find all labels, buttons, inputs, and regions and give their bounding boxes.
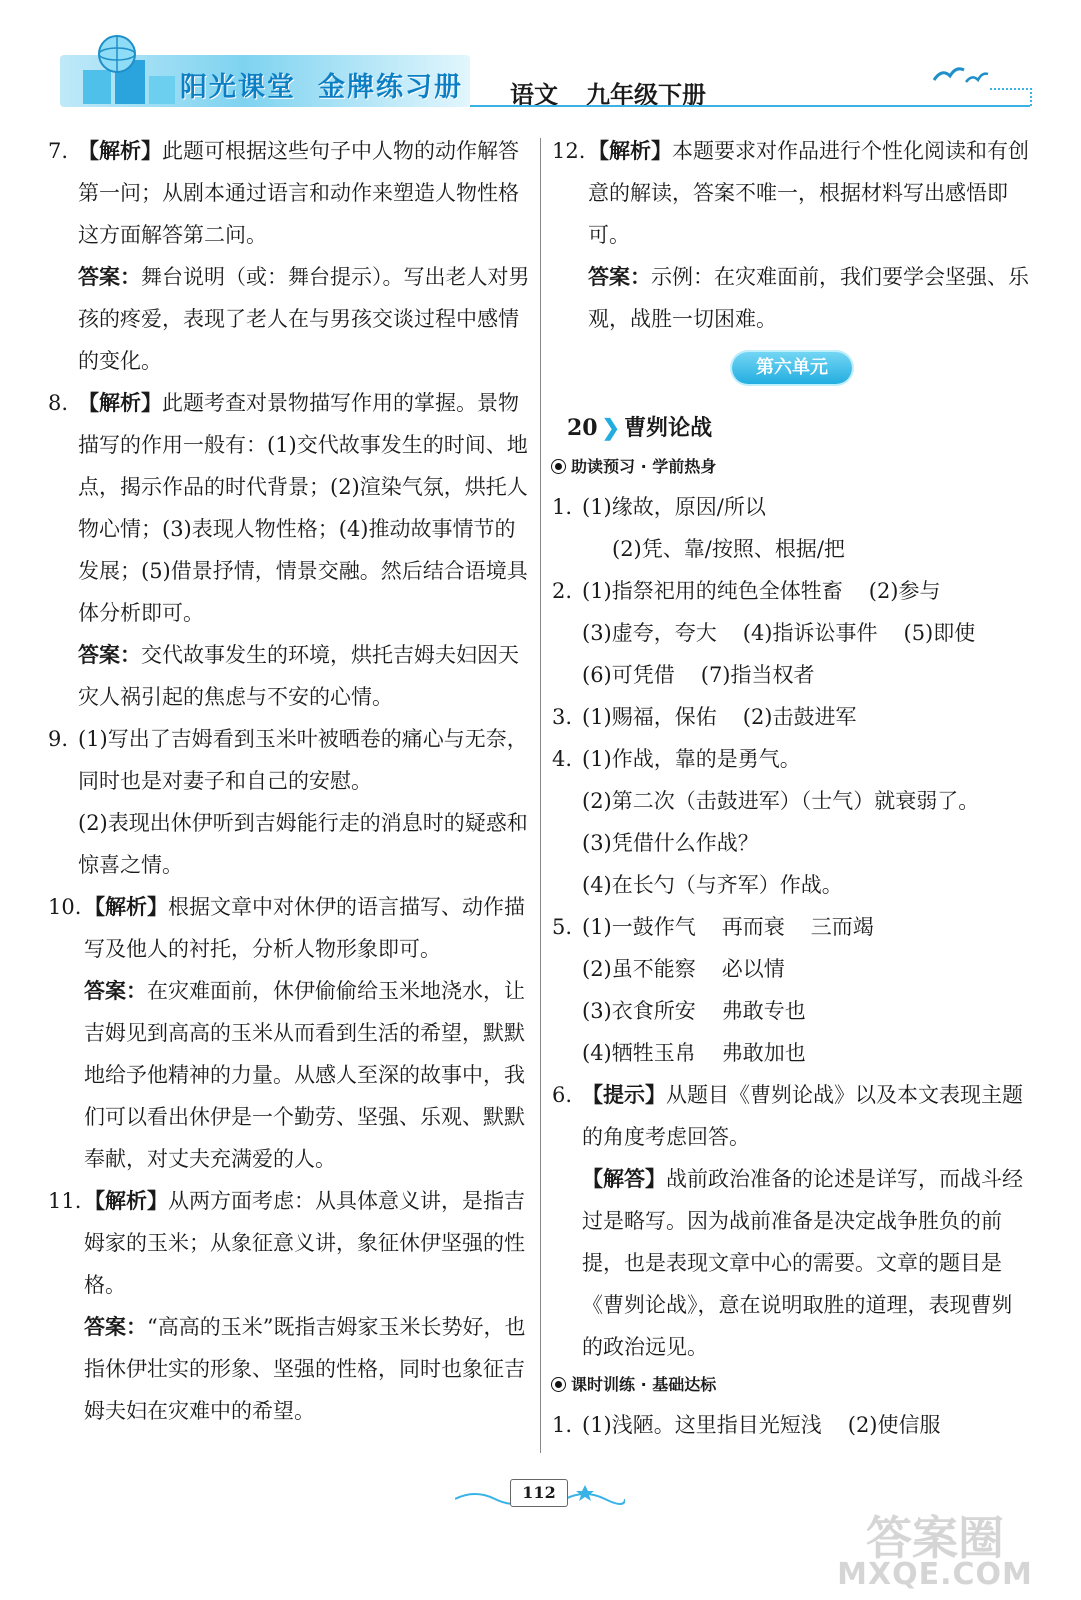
answer-2 bbox=[552, 570, 1032, 696]
answer-5 bbox=[552, 906, 1032, 1074]
watermark bbox=[820, 1502, 1050, 1594]
section-label: 助读预习 · 学前热身 bbox=[571, 457, 717, 476]
answer-segment: (1)一鼓作气 bbox=[582, 915, 696, 939]
bullet-icon bbox=[552, 1378, 565, 1391]
page-footer bbox=[455, 1473, 625, 1513]
section-practice-heading bbox=[552, 1370, 1032, 1400]
answer-segment: 弗敢专也 bbox=[721, 999, 806, 1023]
question-number: 2. bbox=[552, 579, 573, 603]
answer-segment: (1)赐福，保佑 bbox=[582, 705, 717, 729]
subject: 语文 bbox=[510, 80, 558, 109]
watermark-logo: 答案圈 bbox=[866, 1511, 1004, 1565]
answer-label: 答案： bbox=[588, 265, 651, 289]
answer-segment: 再而衰 bbox=[721, 915, 785, 939]
question-number: 6. bbox=[552, 1083, 573, 1107]
question-number: 1. bbox=[552, 495, 573, 519]
section-preview-heading bbox=[552, 452, 1032, 482]
header-rule bbox=[470, 105, 1030, 107]
answer-segment: (7)指当权者 bbox=[700, 663, 815, 687]
question-8 bbox=[48, 382, 534, 718]
answer-label: 答案： bbox=[78, 643, 141, 667]
column-divider bbox=[540, 138, 541, 1453]
question-number: 7. bbox=[48, 139, 69, 163]
answer-segment: (2)击鼓进军 bbox=[742, 705, 857, 729]
answer-segment: (6)可凭借 bbox=[582, 663, 675, 687]
unit-badge: 第六单元 bbox=[732, 352, 852, 384]
grade: 九年级下册 bbox=[586, 80, 706, 109]
tip-text: 从题目《曹刿论战》以及本文表现主题的角度考虑回答。 bbox=[582, 1083, 1023, 1149]
page-number: 112 bbox=[510, 1479, 568, 1507]
brand-right: 金牌练习册 bbox=[318, 72, 463, 103]
header-dotted-corner bbox=[990, 88, 1032, 106]
answer-part-2: (2)表现出休伊听到吉姆能行走的消息时的疑惑和惊喜之情。 bbox=[78, 811, 528, 877]
brand-left: 阳光课堂 bbox=[180, 72, 296, 103]
answer-segment: (4)牺牲玉帛 bbox=[582, 1041, 696, 1065]
page-header bbox=[0, 0, 1081, 125]
analysis-text: 此题可根据这些句子中人物的动作解答第一问；从剧本通过语言和动作来塑造人物性格这方面解答第二问。 bbox=[78, 139, 519, 247]
birds-icon bbox=[930, 60, 990, 90]
question-number: 1. bbox=[552, 1413, 573, 1437]
lesson-title bbox=[552, 406, 1032, 450]
answer-segment: (3)衣食所安 bbox=[582, 999, 696, 1023]
watermark-site: MXQE.COM bbox=[837, 1557, 1033, 1592]
answer-segment: (5)即使 bbox=[903, 621, 976, 645]
question-10 bbox=[48, 886, 534, 1180]
section-label: 课时训练 · 基础达标 bbox=[571, 1375, 717, 1394]
answer-line: (4)在长勺（与齐军）作战。 bbox=[582, 873, 843, 897]
analysis-text: 此题考查对景物描写作用的掌握。景物描写的作用一般有：(1)交代故事发生的时间、地点，揭示作品的时代背景；(2)渲染气氛，烘托人物心情；(3)表现人物性格；(4)推动故事情节的发展；(5)借景抒情，情景交融。然后结合语境具体分析即可。 bbox=[78, 391, 528, 625]
unit-header bbox=[552, 340, 1032, 406]
practice-answer-1 bbox=[552, 1404, 1032, 1446]
question-number: 8. bbox=[48, 391, 69, 415]
answer-text: 舞台说明（或：舞台提示）。写出老人对男孩的疼爱，表现了老人在与男孩交谈过程中感情的变化。 bbox=[78, 265, 530, 373]
question-7 bbox=[48, 130, 534, 382]
question-number: 9. bbox=[48, 727, 69, 751]
analysis-text: 从两方面考虑：从具体意义讲，是指吉姆家的玉米；从象征意义讲，象征休伊坚强的性格。 bbox=[84, 1189, 525, 1297]
answer-segment: (1)浅陋。这里指目光短浅 bbox=[582, 1413, 822, 1437]
question-9 bbox=[48, 718, 534, 886]
answer-text: “高高的玉米”既指吉姆家玉米长势好，也指休伊壮实的形象、坚强的性格，同时也象征吉姆夫妇在灾难中的希望。 bbox=[84, 1315, 526, 1423]
answer-4 bbox=[552, 738, 1032, 906]
answer-label: 答案： bbox=[84, 1315, 147, 1339]
answer-line: (3)凭借什么作战？ bbox=[582, 831, 759, 855]
answer-segment: 三而竭 bbox=[810, 915, 874, 939]
question-number: 3. bbox=[552, 705, 573, 729]
answer-line: (2)第二次（击鼓进军）（士气）就衰弱了。 bbox=[582, 789, 980, 813]
analysis-text: 根据文章中对休伊的语言描写、动作描写及他人的衬托，分析人物形象即可。 bbox=[84, 895, 525, 961]
chevron-right-icon: ❯ bbox=[601, 415, 621, 441]
answer-text: 示例：在灾难面前，我们要学会坚强、乐观，战胜一切困难。 bbox=[588, 265, 1029, 331]
analysis-tag: 【解析】 bbox=[78, 391, 162, 415]
question-number: 4. bbox=[552, 747, 573, 771]
answer-segment: (2)使信服 bbox=[847, 1413, 941, 1437]
answer-6 bbox=[552, 1074, 1032, 1368]
answer-line: (1)缘故，原因/所以 bbox=[582, 495, 766, 519]
analysis-tag: 【解析】 bbox=[84, 895, 168, 919]
solution-tag: 【解答】 bbox=[582, 1167, 666, 1191]
answer-line: (1)作战，靠的是勇气。 bbox=[582, 747, 801, 771]
answer-segment: (4)指诉讼事件 bbox=[742, 621, 878, 645]
lesson-name: 曹刿论战 bbox=[624, 415, 713, 441]
bullet-icon bbox=[552, 460, 565, 473]
answer-segment: 弗敢加也 bbox=[721, 1041, 806, 1065]
analysis-text: 本题要求对作品进行个性化阅读和有创意的解读，答案不唯一，根据材料写出感悟即可。 bbox=[588, 139, 1029, 247]
answer-line: (2)凭、靠/按照、根据/把 bbox=[612, 537, 845, 561]
question-number: 12. bbox=[552, 139, 586, 163]
solution-text: 战前政治准备的论述是详写，而战斗经过是略写。因为战前准备是决定战争胜负的前提，也是表现文章中心的需要。文章的题目是《曹刿论战》，意在说明取胜的道理，表现曹刿的政治远见。 bbox=[582, 1167, 1023, 1359]
question-number: 11. bbox=[48, 1189, 82, 1213]
answer-3 bbox=[552, 696, 1032, 738]
right-column bbox=[552, 130, 1032, 1446]
answer-segment: (3)虚夸，夸大 bbox=[582, 621, 717, 645]
analysis-tag: 【解析】 bbox=[78, 139, 162, 163]
answer-segment: (2)参与 bbox=[868, 579, 941, 603]
question-12 bbox=[552, 130, 1032, 340]
lesson-number: 20 bbox=[567, 415, 598, 441]
answer-text: 交代故事发生的环境，烘托吉姆夫妇因天灾人祸引起的焦虑与不安的心情。 bbox=[78, 643, 519, 709]
answer-part-1: (1)写出了吉姆看到玉米叶被晒卷的痛心与无奈，同时也是对妻子和自己的安慰。 bbox=[78, 727, 528, 793]
answer-label: 答案： bbox=[84, 979, 147, 1003]
answer-label: 答案： bbox=[78, 265, 141, 289]
question-number: 10. bbox=[48, 895, 82, 919]
analysis-tag: 【解析】 bbox=[84, 1189, 168, 1213]
question-number: 5. bbox=[552, 915, 573, 939]
brand-title bbox=[180, 65, 463, 104]
question-11 bbox=[48, 1180, 534, 1432]
answer-segment: (2)虽不能察 bbox=[582, 957, 696, 981]
answer-text: 在灾难面前，休伊偷偷给玉米地浇水，让吉姆见到高高的玉米从而看到生活的希望，默默地给予他精神的力量。从感人至深的故事中，我们可以看出休伊是一个勤劳、坚强、乐观、默默奉献，对丈夫充满爱的人。 bbox=[84, 979, 525, 1171]
tip-tag: 【提示】 bbox=[582, 1083, 666, 1107]
answer-1 bbox=[552, 486, 1032, 570]
analysis-tag: 【解析】 bbox=[588, 139, 672, 163]
globe-logo-icon bbox=[75, 30, 185, 110]
answer-segment: (1)指祭祀用的纯色全体牲畜 bbox=[582, 579, 843, 603]
answer-segment: 必以情 bbox=[721, 957, 785, 981]
left-column bbox=[48, 130, 534, 1432]
